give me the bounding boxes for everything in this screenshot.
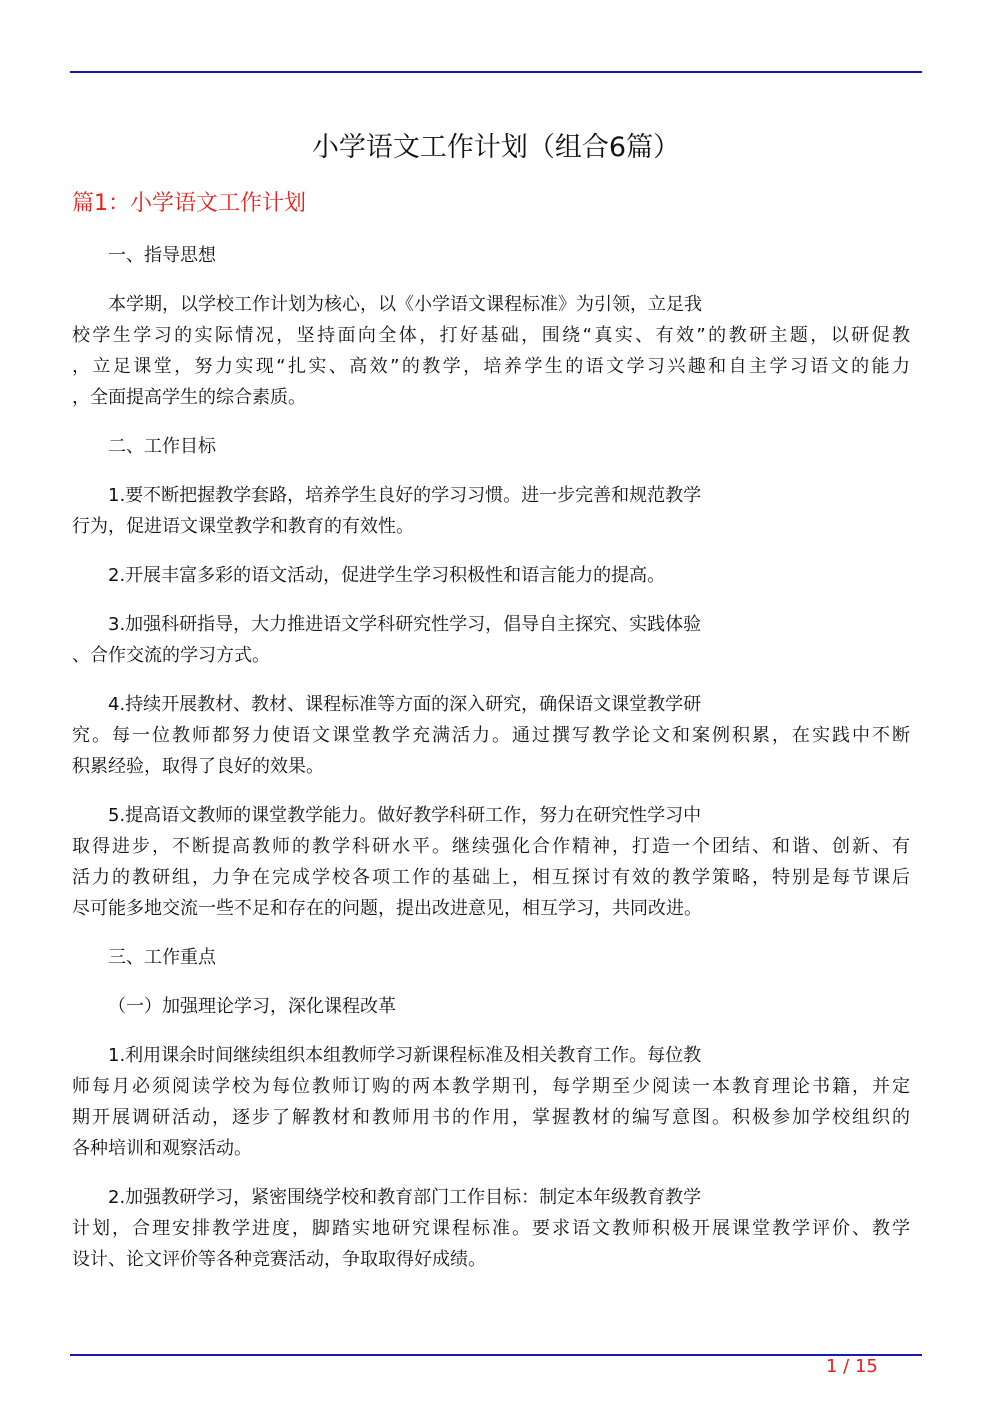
paragraph — [72, 800, 910, 924]
document-title: 小学语文工作计划（组合6篇） — [311, 132, 681, 163]
paragraph — [72, 480, 910, 542]
document-body — [72, 240, 910, 1293]
footer-rule — [70, 1354, 922, 1356]
text-line: 一、指导思想 — [108, 245, 216, 266]
header-rule — [70, 71, 922, 73]
text-line: 1.利用课余时间继续组织本组教师学习新课程标准及相关教育工作。每位教 — [108, 1045, 702, 1066]
text-line: 行为，促进语文课堂教学和教育的有效性。 — [72, 516, 414, 537]
text-line: 各种培训和观察活动。 — [72, 1138, 252, 1159]
text-line: 、合作交流的学习方式。 — [72, 645, 270, 666]
page-indicator: 1 / 15 — [826, 1356, 878, 1377]
paragraph — [72, 991, 910, 1022]
paragraph — [72, 689, 910, 782]
text-line: 2.加强教研学习，紧密围绕学校和教育部门工作目标：制定本年级教育教学 — [108, 1187, 702, 1208]
paragraph — [72, 1182, 910, 1275]
text-line: 5.提高语文教师的课堂教学能力。做好教学科研工作，努力在研究性学习中 — [108, 805, 702, 826]
paragraph — [72, 289, 910, 413]
paragraph — [72, 240, 910, 271]
text-line: 二、工作目标 — [108, 436, 216, 457]
text-line: 设计、论文评价等各种竞赛活动，争取取得好成绩。 — [72, 1249, 486, 1270]
text-line: ，全面提高学生的综合素质。 — [72, 387, 306, 408]
text-line: 尽可能多地交流一些不足和存在的问题，提出改进意见，相互学习，共同改进。 — [72, 898, 702, 919]
text-line: 究。每一位教师都努力使语文课堂教学充满活力。通过撰写教学论文和案例积累，在实践中不断 — [72, 725, 910, 746]
text-line: 计划，合理安排教学进度，脚踏实地研究课程标准。要求语文教师积极开展课堂教学评价、教学 — [72, 1218, 910, 1239]
text-line: 2.开展丰富多彩的语文活动，促进学生学习积极性和语言能力的提高。 — [108, 565, 666, 586]
text-line: 1.要不断把握教学套路，培养学生良好的学习习惯。进一步完善和规范教学 — [108, 485, 702, 506]
text-line: 取得进步，不断提高教师的教学科研水平。继续强化合作精神，打造一个团结、和谐、创新、有 — [72, 836, 910, 857]
text-line: 三、工作重点 — [108, 947, 216, 968]
text-line: 4.持续开展教材、教材、课程标准等方面的深入研究，确保语文课堂教学研 — [108, 694, 702, 715]
text-line: 积累经验，取得了良好的效果。 — [72, 756, 324, 777]
text-line: 活力的教研组，力争在完成学校各项工作的基础上，相互探讨有效的教学策略，特别是每节课后 — [72, 867, 910, 888]
text-line: 师每月必须阅读学校为每位教师订购的两本教学期刊，每学期至少阅读一本教育理论书籍，并定 — [72, 1076, 910, 1097]
section-heading: 篇1：小学语文工作计划 — [72, 191, 306, 216]
paragraph — [72, 431, 910, 462]
paragraph — [72, 1040, 910, 1164]
text-line: 校学生学习的实际情况，坚持面向全体，打好基础，围绕“真实、有效”的教研主题，以研促教 — [72, 325, 910, 346]
paragraph — [72, 560, 910, 591]
text-line: 期开展调研活动，逐步了解教材和教师用书的作用，掌握教材的编写意图。积极参加学校组织的 — [72, 1107, 910, 1128]
paragraph — [72, 942, 910, 973]
text-line: （一）加强理论学习，深化课程改革 — [108, 996, 396, 1017]
text-line: 本学期，以学校工作计划为核心，以《小学语文课程标准》为引领，立足我 — [108, 294, 702, 315]
text-line: ，立足课堂，努力实现“扎实、高效”的教学，培养学生的语文学习兴趣和自主学习语文的能力 — [72, 356, 910, 377]
text-line: 3.加强科研指导，大力推进语文学科研究性学习，倡导自主探究、实践体验 — [108, 614, 702, 635]
paragraph — [72, 609, 910, 671]
